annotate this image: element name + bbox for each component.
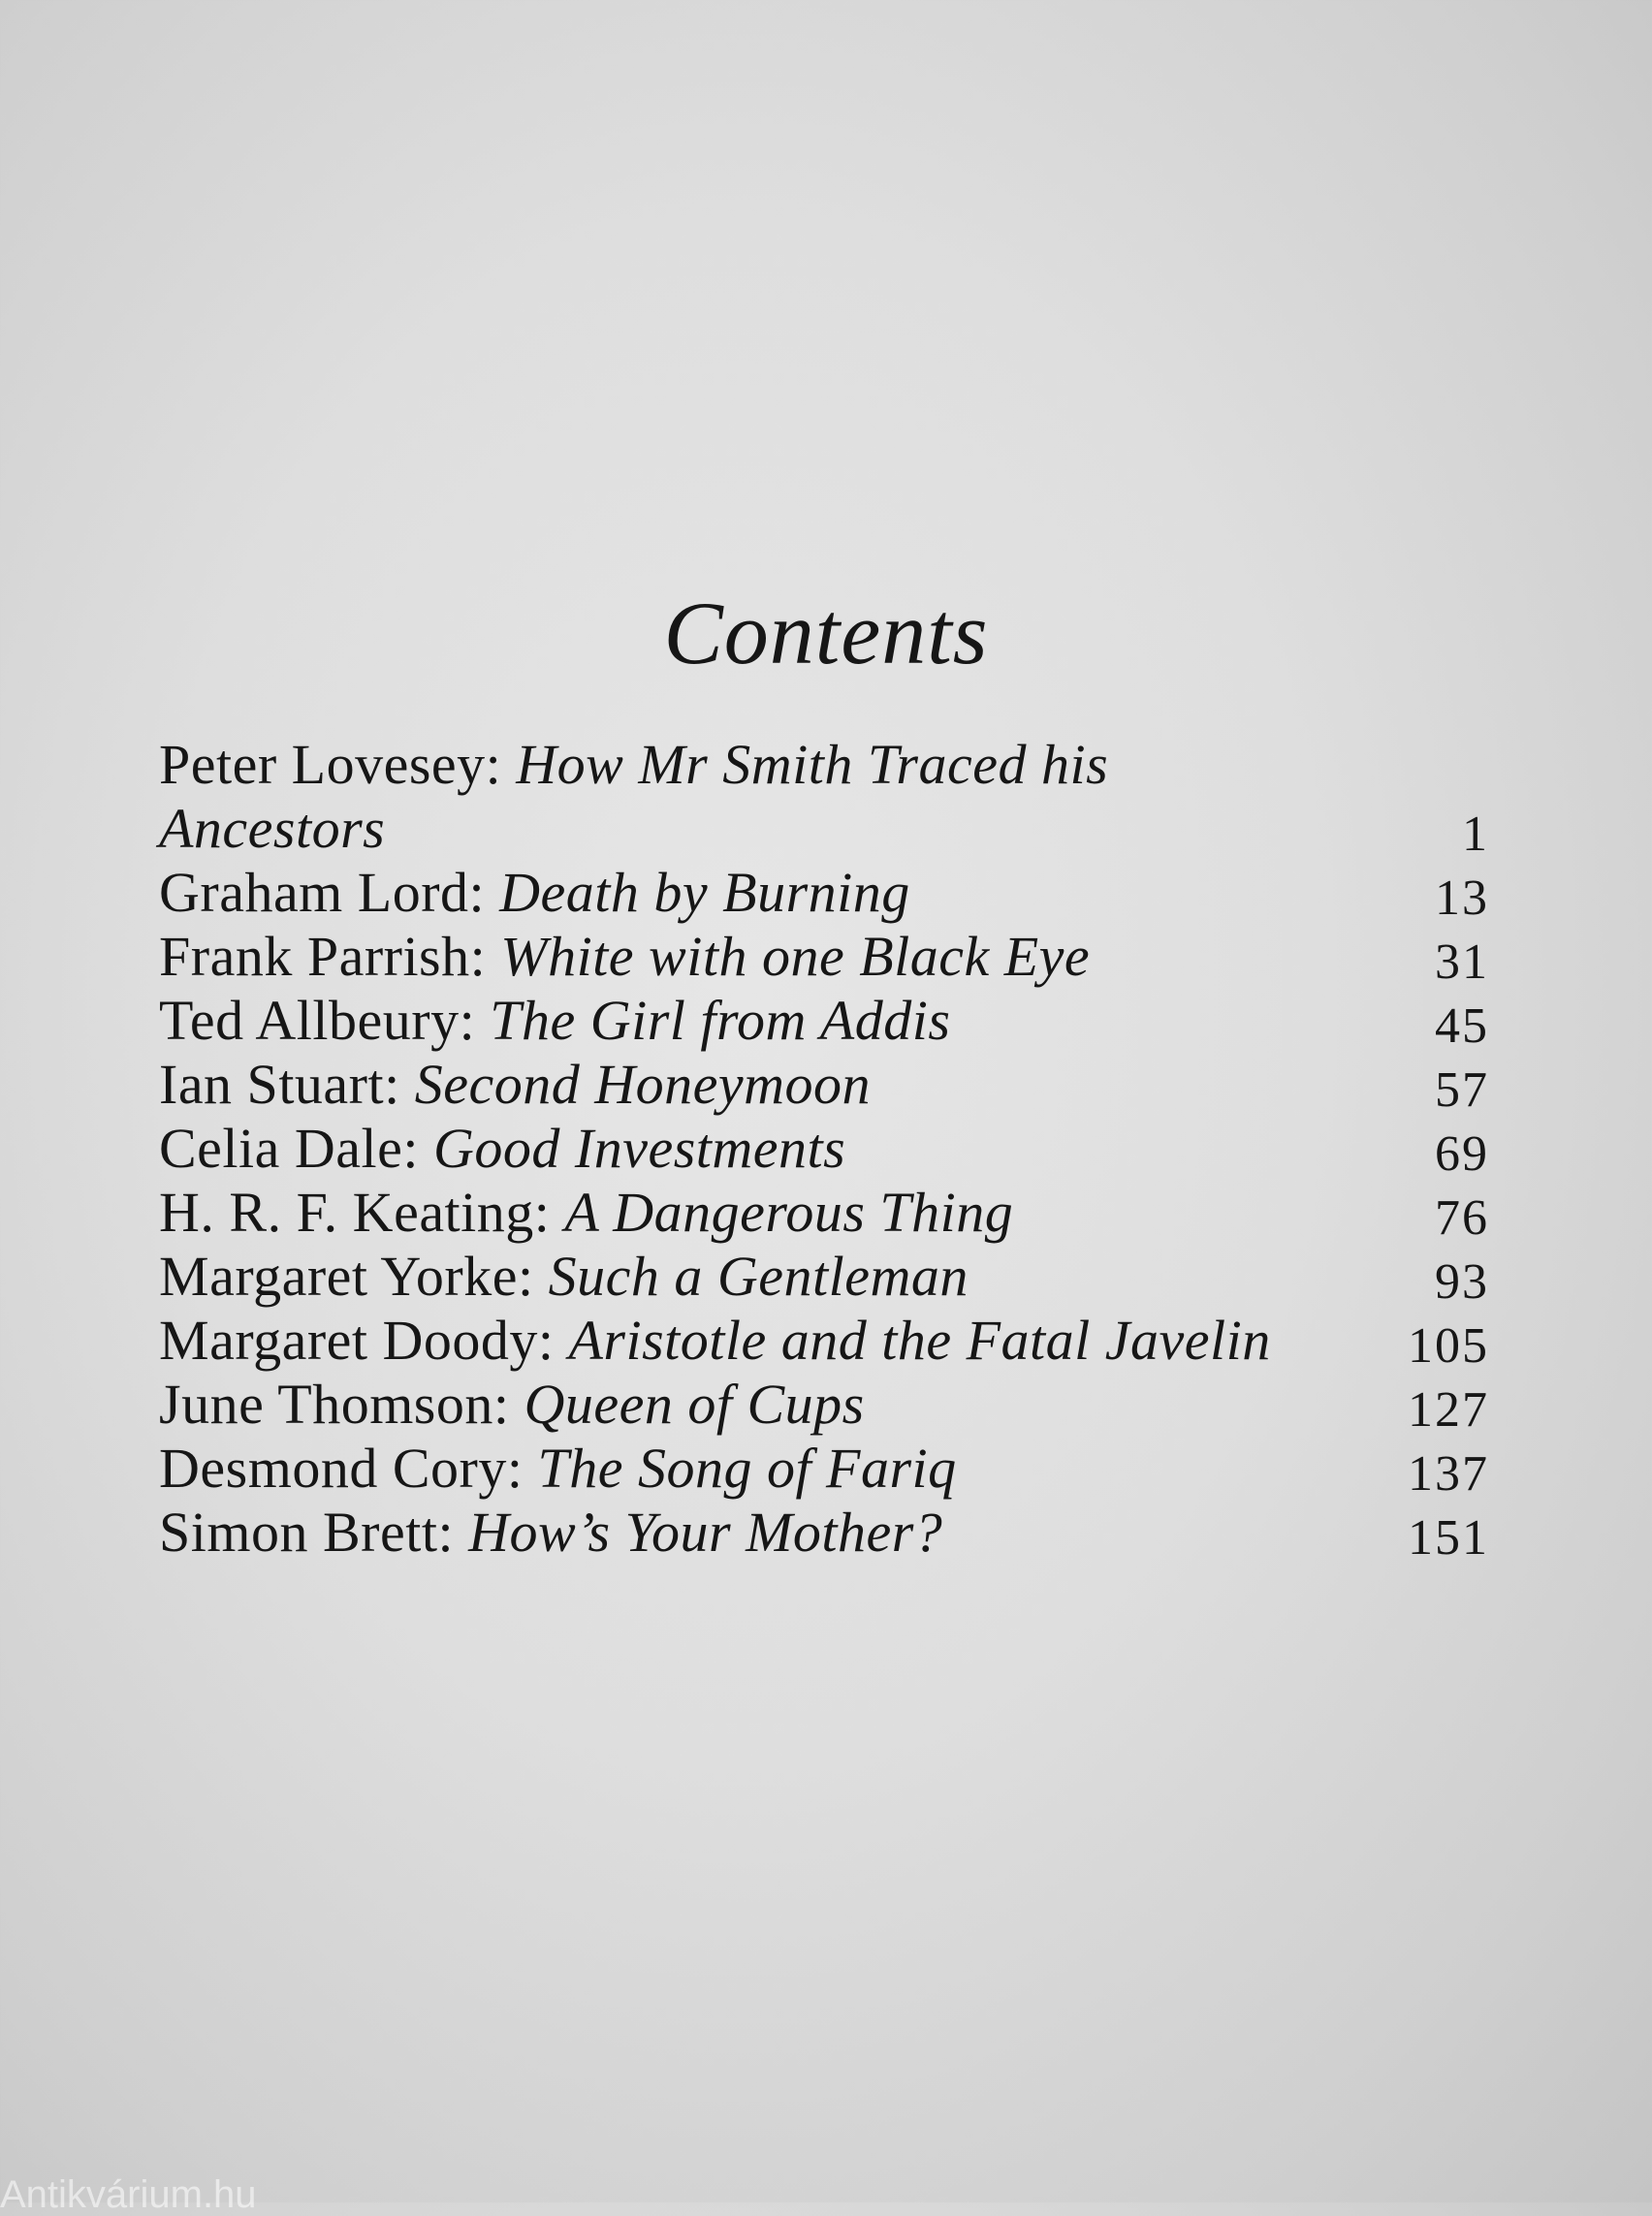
entry-author: Frank Parrish: [159, 925, 487, 988]
entry-author: H. R. F. Keating: [159, 1181, 551, 1244]
toc-entry [159, 1117, 1489, 1181]
entry-title: A Dangerous Thing [564, 1181, 1014, 1244]
entry-author: Ian Stuart: [159, 1053, 400, 1116]
entry-author: Simon Brett: [159, 1501, 455, 1564]
entry-title: Queen of Cups [524, 1373, 865, 1436]
entry-page-number: 151 [1408, 1510, 1489, 1566]
entry-title: How Mr Smith Traced his [516, 733, 1109, 796]
entry-page-number: 31 [1435, 934, 1489, 990]
entry-page-number: 69 [1435, 1126, 1489, 1182]
page-title: Contents [663, 584, 989, 682]
entry-page-number: 127 [1408, 1382, 1489, 1438]
entry-page-number: 93 [1435, 1254, 1489, 1310]
entry-title: Such a Gentleman [548, 1245, 969, 1308]
entry-author: Desmond Cory: [159, 1437, 524, 1500]
toc-entry [159, 989, 1489, 1053]
entry-title: How’s Your Mother? [468, 1501, 943, 1564]
entry-page-number: 1 [1462, 807, 1489, 862]
toc-entry [159, 1501, 1489, 1565]
entry-page-number: 13 [1435, 871, 1489, 926]
toc-entry [159, 1437, 1489, 1501]
entry-author: June Thomson: [159, 1373, 510, 1436]
entry-title: White with one Black Eye [500, 925, 1091, 988]
entry-title: Good Investments [433, 1117, 846, 1180]
contents-list [159, 733, 1489, 1565]
toc-entry [159, 1181, 1489, 1245]
entry-title-continued: Ancestors [159, 797, 386, 860]
entry-title: Second Honeymoon [414, 1053, 871, 1116]
entry-title: The Girl from Addis [490, 989, 951, 1052]
toc-entry [159, 861, 1489, 925]
toc-entry [159, 1053, 1489, 1117]
toc-entry [159, 925, 1489, 989]
entry-author: Margaret Doody: [159, 1309, 555, 1372]
entry-author: Peter Lovesey: [159, 733, 502, 796]
entry-author: Graham Lord: [159, 861, 486, 924]
entry-author: Ted Allbeury: [159, 989, 476, 1052]
entry-page-number: 57 [1435, 1062, 1489, 1118]
toc-entry [159, 733, 1489, 861]
entry-author: Celia Dale: [159, 1117, 420, 1180]
entry-page-number: 105 [1408, 1318, 1489, 1374]
entry-title: Aristotle and the Fatal Javelin [568, 1309, 1271, 1372]
entry-author: Margaret Yorke: [159, 1245, 534, 1308]
entry-page-number: 45 [1435, 998, 1489, 1054]
entry-title: Death by Burning [499, 861, 910, 924]
entry-page-number: 76 [1435, 1190, 1489, 1246]
toc-entry [159, 1373, 1489, 1437]
entry-page-number: 137 [1408, 1446, 1489, 1502]
toc-entry [159, 1245, 1489, 1309]
entry-title: The Song of Fariq [537, 1437, 957, 1500]
toc-entry [159, 1309, 1489, 1373]
watermark: Antikvárium.hu [0, 2173, 257, 2216]
